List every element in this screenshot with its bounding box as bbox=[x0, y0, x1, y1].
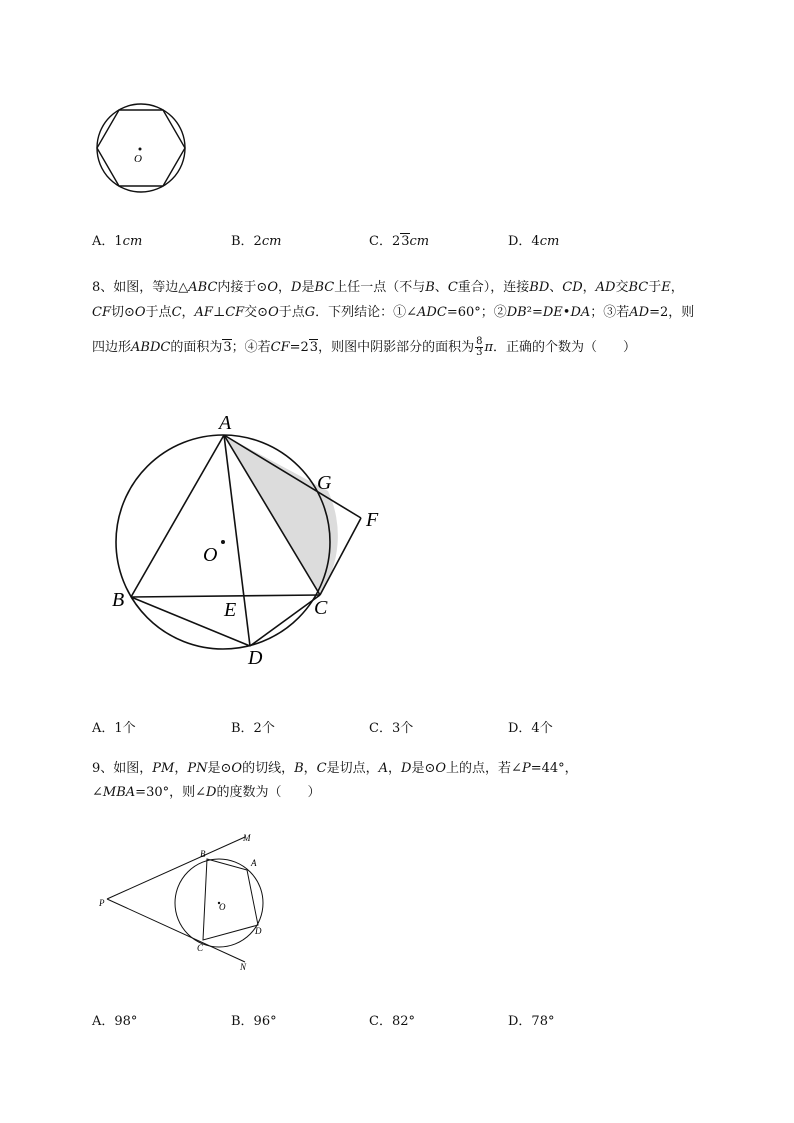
q8-line3: 四边形ABDC的面积为3；④若CF=23，则图中阴影部分的面积为 $\frac{8}{3}$ π．正确的个数为（ ） bbox=[92, 336, 637, 358]
q8-label-b: B bbox=[112, 589, 125, 611]
q7-figure bbox=[92, 102, 192, 194]
q8-segment-cd bbox=[250, 595, 320, 646]
q9-label-c: C bbox=[197, 943, 204, 953]
q8-segment-ab bbox=[131, 435, 224, 597]
q9-option-b: B．96° bbox=[231, 1014, 277, 1029]
q8-label-e: E bbox=[224, 599, 237, 621]
q7-center-label: O bbox=[134, 153, 142, 165]
q9-label-d: D bbox=[255, 926, 262, 936]
q9-line1: 9、如图，PM，PN是⊙O的切线，B，C是切点，A，D是⊙O上的点，若∠P=44°， bbox=[92, 761, 578, 776]
q7-option-a: A．1cm bbox=[92, 234, 143, 249]
q8-option-a: A．1个 bbox=[92, 721, 136, 736]
q9-label-p: P bbox=[99, 898, 105, 908]
q8-figure bbox=[100, 405, 400, 675]
q9-option-a: A．98° bbox=[92, 1014, 138, 1029]
q8-option-c: C．3个 bbox=[369, 721, 414, 736]
q8-label-o: O bbox=[203, 544, 218, 566]
q9-label-m: M bbox=[243, 833, 251, 843]
q9-figure bbox=[95, 828, 275, 976]
q8-option-b: B．2个 bbox=[231, 721, 275, 736]
q8-label-c: C bbox=[314, 597, 328, 619]
q8-label-d: D bbox=[248, 647, 263, 669]
q7-option-b: B．2cm bbox=[231, 234, 282, 249]
q9-label-n: N bbox=[240, 962, 247, 972]
q7-option-c: C．23cm bbox=[369, 234, 430, 249]
q9-tangent-pm bbox=[107, 837, 245, 899]
q7-center-dot bbox=[139, 148, 142, 151]
q8-option-d: D．4个 bbox=[508, 721, 553, 736]
q9-line2: ∠MBA=30°，则∠D的度数为（ ） bbox=[92, 785, 321, 800]
q7-option-d: D．4cm bbox=[508, 234, 560, 249]
q8-line2: CF切⊙O于点C，AF⊥CF交⊙O于点G．下列结论：①∠ADC=60°；②DB²=DE•DA；③若AD=2，则 bbox=[92, 305, 695, 320]
q8-center-dot bbox=[221, 540, 225, 544]
q8-line1: 8、如图，等边△ABC内接于⊙O，D是BC上任一点（不与B、C重合），连接BD、CD，AD交BC于E， bbox=[92, 280, 684, 295]
q9-label-o: O bbox=[219, 902, 226, 912]
q8-segment-bc bbox=[131, 595, 320, 597]
q8-label-f: F bbox=[366, 509, 379, 531]
q8-label-a: A bbox=[219, 412, 232, 434]
q9-option-c: C．82° bbox=[369, 1014, 415, 1029]
q9-option-d: D．78° bbox=[508, 1014, 555, 1029]
q9-label-a: A bbox=[251, 858, 257, 868]
q8-label-g: G bbox=[317, 472, 332, 494]
q9-label-b: B bbox=[200, 849, 206, 859]
